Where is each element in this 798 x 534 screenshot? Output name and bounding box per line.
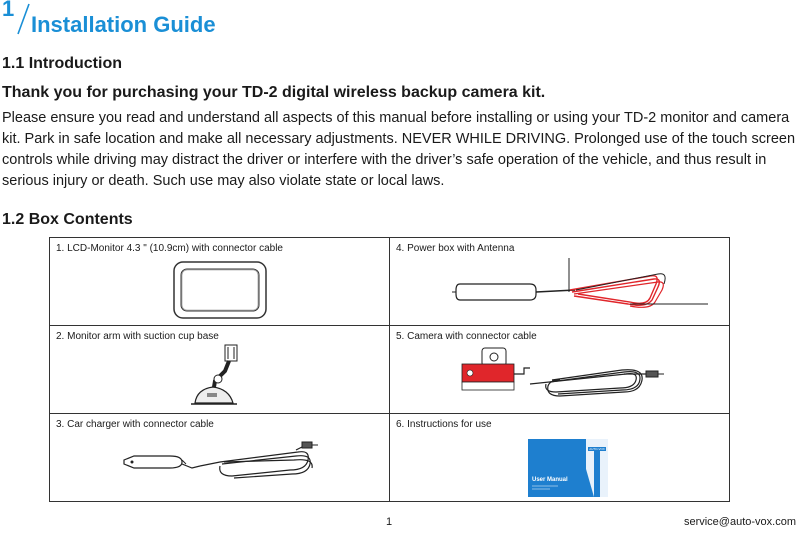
box-item-instructions [390, 414, 730, 502]
intro-heading: 1.1 Introduction [2, 55, 122, 72]
chapter-slash-icon [0, 0, 34, 36]
monitor-arm-icon [185, 341, 255, 411]
box-contents-heading: 1.2 Box Contents [2, 211, 133, 228]
intro-paragraph: Please ensure you read and understand all aspects of this manual before installing or using your TD-2 monitor and camera kit. Park in safe location and make all necessary adjustments. NEVER WHILE DRIVING. Prolonged use of the touch screen controls while driving may distract the driver or interfere with the driver’s safe operation of the vehicle, and thus result in serious injury or death. Such use may also violate state or local laws. [2, 110, 796, 189]
manual-brand: AUTO-VOX [589, 447, 605, 451]
box-item-label: 1. LCD-Monitor 4.3 " (10.9cm) with connector cable [56, 243, 283, 254]
chapter-title: Installation Guide [31, 12, 216, 37]
lcd-monitor-icon [170, 258, 270, 322]
intro-lead: Thank you for purchasing your TD-2 digital wireless backup camera kit. [2, 84, 546, 101]
footer-email: service@auto-vox.com [683, 516, 796, 528]
power-box-icon [450, 256, 710, 322]
box-item-monitor-arm [50, 326, 390, 414]
box-contents-table [49, 237, 730, 502]
manual-cover-title: User Manual [532, 477, 568, 483]
box-item-label: 3. Car charger with connector cable [56, 419, 214, 430]
box-item-label: 6. Instructions for use [396, 419, 492, 430]
car-charger-icon [120, 438, 330, 498]
box-item-camera [390, 326, 730, 414]
chapter-number: 1 [2, 0, 15, 21]
box-item-label: 2. Monitor arm with suction cup base [56, 331, 219, 342]
box-item-car-charger [50, 414, 390, 502]
user-manual-icon [528, 439, 608, 497]
box-item-label: 5. Camera with connector cable [396, 331, 537, 342]
box-item-label: 4. Power box with Antenna [396, 243, 515, 254]
box-item-lcd-monitor [50, 238, 390, 326]
camera-icon [460, 344, 670, 410]
page-number: 1 [386, 516, 393, 528]
box-item-power-box [390, 238, 730, 326]
